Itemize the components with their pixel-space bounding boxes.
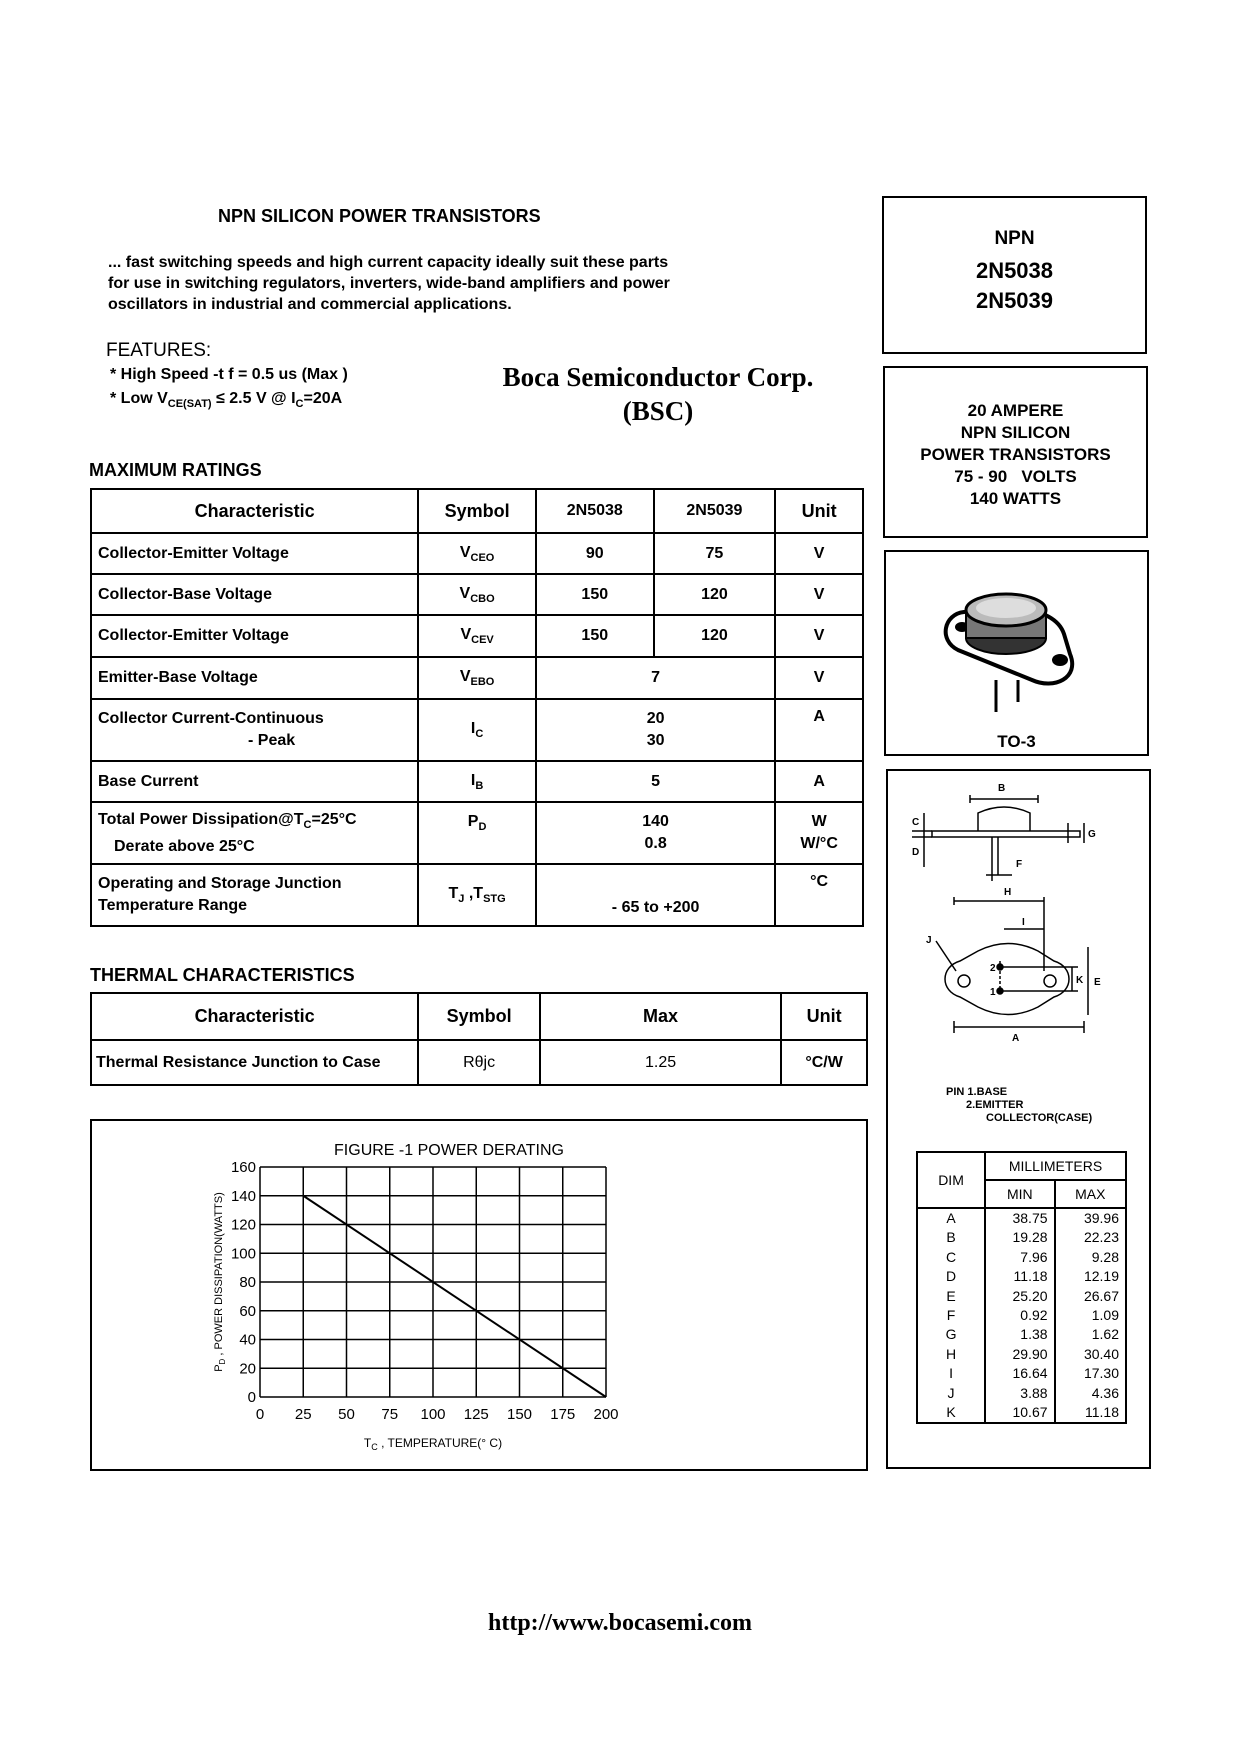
x-tick-label: 200 (593, 1406, 619, 1423)
top-view (936, 897, 1088, 1033)
dim-max-value: 1.62 (1091, 1326, 1119, 1343)
symbol-cell: Rθjc (418, 1040, 540, 1085)
table-row (91, 657, 863, 699)
company-line: (BSC) (622, 396, 694, 426)
characteristic-cell: Collector-Emitter Voltage (91, 533, 418, 574)
dim-dim-value: G (945, 1326, 957, 1343)
dim-min-value: 1.38 (1020, 1326, 1048, 1343)
x-tick-label: 50 (338, 1406, 355, 1423)
description-line: 20 AMPERE (967, 401, 1064, 420)
col-dim: DIM (917, 1152, 985, 1208)
dim-max-value: 22.23 (1083, 1229, 1119, 1246)
dim-label-j: J (926, 935, 932, 946)
col-max: Max (540, 993, 781, 1040)
dim-dim-value: H (945, 1345, 957, 1362)
dim-max-value: 17.30 (1083, 1365, 1119, 1382)
x-tick-label: 175 (550, 1406, 576, 1423)
features-heading: FEATURES: (106, 340, 212, 361)
y-tick-label: 140 (230, 1187, 256, 1205)
description-box (883, 366, 1148, 538)
unit-cell: °C (775, 864, 863, 926)
derating-line (303, 1196, 606, 1397)
dim-min-values (985, 1208, 1054, 1423)
description-line: POWER TRANSISTORS (920, 445, 1111, 464)
col-2n5039: 2N5039 (654, 489, 776, 533)
unit-cell: V (775, 533, 863, 574)
table-row (91, 1040, 867, 1085)
thermal-heading: THERMAL CHARACTERISTICS (90, 965, 355, 985)
dim-min-value: 29.90 (1012, 1345, 1048, 1362)
value-cell: - 65 to +200 (536, 864, 775, 926)
dim-label-e: E (1094, 977, 1101, 988)
dim-label-f: F (1016, 859, 1023, 870)
y-tick-label: 40 (239, 1331, 256, 1349)
characteristic-cell: Thermal Resistance Junction to Case (91, 1040, 418, 1085)
unit-cell: A (775, 699, 863, 761)
dim-label-h: H (1004, 887, 1012, 898)
footer-url[interactable]: http://www.bocasemi.com (488, 1610, 752, 1636)
power-derating-chart (92, 1121, 866, 1469)
dim-label-b: B (998, 783, 1006, 794)
unit-cell: W W/°C (775, 802, 863, 864)
company-name (458, 360, 858, 428)
col-millimeters: MILLIMETERS (985, 1152, 1126, 1180)
table-row (91, 864, 863, 926)
characteristic-cell: Emitter-Base Voltage (91, 657, 418, 699)
table-row (91, 761, 863, 802)
dim-min-value: 19.28 (1012, 1229, 1048, 1246)
outline-drawing (888, 771, 1149, 1071)
col-unit: Unit (775, 489, 863, 533)
value-cell: 150 (536, 574, 654, 615)
y-tick-label: 60 (239, 1302, 256, 1320)
value-cell: 1.25 (540, 1040, 781, 1085)
y-tick-label: 120 (230, 1216, 256, 1234)
symbol-cell: $V_{CEO}$ (418, 533, 536, 574)
symbol-cell: $T_J$ $,T_{STG}$ (418, 864, 536, 926)
dim-dim-value: K (946, 1404, 956, 1421)
dim-dim-value: E (946, 1287, 956, 1304)
x-tick-label: 25 (294, 1406, 312, 1423)
dim-dim-value: B (946, 1229, 956, 1246)
intro-line: for use in switching regulators, inverters, wide-band amplifiers and power (108, 275, 670, 292)
package-box (884, 550, 1149, 756)
intro-line: ... fast switching speeds and high current capacity ideally suit these parts (108, 254, 669, 271)
pin-notes (946, 1086, 1092, 1125)
to3-package-icon (886, 552, 1147, 727)
dim-max-value: 26.67 (1083, 1287, 1119, 1304)
characteristic-cell: Total Power $Dissipation@T_C=25^\circ C$ Derate above 25°C (91, 802, 418, 864)
dim-max-value: 1.09 (1091, 1307, 1119, 1324)
characteristic-cell: Operating and Storage Junction Temperature Range (91, 864, 418, 926)
table-header-row (91, 489, 863, 533)
y-tick-label: 160 (230, 1159, 256, 1176)
x-tick-label: 0 (255, 1406, 265, 1423)
unit-cell: V (775, 615, 863, 657)
description-line: NPN SILICON (960, 423, 1071, 442)
dim-max-value: 30.40 (1083, 1345, 1119, 1362)
chart-frame (90, 1119, 868, 1471)
x-tick-label: 150 (506, 1406, 533, 1423)
symbol-cell: $V_{CBO}$ (418, 574, 536, 615)
x-tick-label: 125 (463, 1406, 489, 1423)
dim-max-value: 9.28 (1091, 1248, 1119, 1265)
table-row (91, 802, 863, 864)
dim-letters (917, 1208, 985, 1423)
dim-max-value: 39.96 (1083, 1210, 1119, 1226)
feature-text: * Low V (110, 390, 168, 407)
symbol-cell: $V_{EBO}$ (418, 657, 536, 699)
col-unit: Unit (781, 993, 867, 1040)
pin-label-1: 1 (990, 987, 996, 998)
dim-max-values (1055, 1208, 1126, 1423)
part-number: 2N5039 (975, 288, 1054, 313)
characteristic-cell: Collector-Emitter Voltage (91, 615, 418, 657)
value-cell: 5 (536, 761, 775, 802)
feature-item (110, 390, 342, 410)
y-tick-label: 20 (239, 1360, 256, 1378)
table-row (91, 615, 863, 657)
intro-line: oscillators in industrial and commercial applications. (108, 296, 512, 313)
value-cell: 75 (654, 533, 776, 574)
value-cell: 7 (536, 657, 775, 699)
symbol-cell: $I_B$ (418, 761, 536, 802)
feature-text: ≤ 2.5 V @ I (211, 390, 296, 407)
dim-dim-value: J (947, 1384, 955, 1401)
unit-cell: A (775, 761, 863, 802)
dim-dim-value: D (945, 1268, 957, 1285)
y-tick-label: 80 (239, 1274, 256, 1291)
part-type: NPN (994, 228, 1035, 249)
dim-min-value: 16.64 (1012, 1365, 1048, 1382)
dim-dim-value: F (946, 1307, 956, 1324)
unit-cell: V (775, 657, 863, 699)
col-symbol: Symbol (418, 489, 536, 533)
part-number-box (882, 196, 1147, 354)
characteristic-cell: Collector-Base Voltage (91, 574, 418, 615)
table-row (91, 699, 863, 761)
value-cell: 20 30 (536, 699, 775, 761)
intro-paragraph (108, 252, 768, 315)
dim-min-value: 3.88 (1020, 1384, 1048, 1401)
company-line: Boca Semiconductor Corp. (502, 362, 814, 392)
dim-label-k: K (1076, 975, 1084, 986)
pin-note: PIN 1.BASE (946, 1086, 1008, 1098)
dim-label-g: G (1088, 829, 1096, 840)
x-tick-label: 100 (420, 1406, 446, 1423)
dimensions-table (916, 1151, 1127, 1424)
description-line: 75 - 90 VOLTS (954, 467, 1077, 486)
y-tick-label: 100 (230, 1245, 256, 1263)
feature-subscript: C (295, 398, 304, 410)
y-axis-label: $P_D$ , POWER DISSIPATION(WATTS) (213, 1192, 227, 1372)
table-header-row (917, 1152, 1126, 1180)
dim-dim-value: I (949, 1365, 953, 1382)
part-number: 2N5038 (975, 258, 1054, 283)
symbol-cell: $V_{CEV}$ (418, 615, 536, 657)
description-line: 140 WATTS (969, 489, 1062, 508)
dim-min-value: 7.96 (1020, 1248, 1048, 1265)
symbol-cell: $P_D$ (418, 802, 536, 864)
feature-text: =20A (303, 390, 343, 407)
col-min: MIN (985, 1180, 1054, 1208)
value-cell: 140 0.8 (536, 802, 775, 864)
dim-dim-value: C (945, 1248, 957, 1265)
pin-note: 2.EMITTER (966, 1099, 1024, 1111)
col-characteristic: Characteristic (91, 993, 418, 1040)
y-tick-label: 0 (247, 1389, 256, 1406)
dim-min-value: 0.92 (1020, 1307, 1048, 1324)
dim-dim-value: A (946, 1210, 956, 1226)
x-tick-label: 75 (381, 1406, 399, 1423)
table-row (91, 574, 863, 615)
feature-subscript: CE(SAT) (167, 398, 212, 410)
pin-note: COLLECTOR(CASE) (986, 1112, 1093, 1124)
table-header-row (91, 993, 867, 1040)
dim-label-i: I (1022, 917, 1025, 928)
dim-min-value: 10.67 (1012, 1404, 1048, 1421)
package-label: TO-3 (997, 732, 1036, 751)
dim-label-a: A (1012, 1033, 1020, 1044)
dim-label-d: D (912, 847, 920, 858)
table-row (91, 533, 863, 574)
side-view (912, 795, 1084, 881)
dim-max-value: 12.19 (1083, 1268, 1119, 1285)
unit-cell: V (775, 574, 863, 615)
x-axis-label: $T_C$ , TEMPERATURE(° C) (363, 1436, 503, 1452)
dim-max-value: 11.18 (1085, 1404, 1119, 1421)
value-cell: 120 (654, 574, 776, 615)
col-characteristic: Characteristic (91, 489, 418, 533)
col-symbol: Symbol (418, 993, 540, 1040)
max-ratings-heading: MAXIMUM RATINGS (89, 460, 262, 480)
symbol-cell: $I_C$ (418, 699, 536, 761)
dim-min-value: 25.20 (1012, 1287, 1048, 1304)
max-ratings-table (90, 488, 864, 927)
col-2n5038: 2N5038 (536, 489, 654, 533)
pin-label-2: 2 (990, 963, 996, 974)
chart-title: FIGURE -1 POWER DERATING (334, 1142, 564, 1159)
table-row (917, 1208, 1126, 1423)
thermal-table (90, 992, 868, 1086)
characteristic-cell: Collector Current-Continuous - Peak (91, 699, 418, 761)
dim-max-value: 4.36 (1091, 1384, 1119, 1401)
unit-cell: °C/W (781, 1040, 867, 1085)
characteristic-cell: Base Current (91, 761, 418, 802)
dim-min-value: 11.18 (1013, 1268, 1048, 1285)
col-max: MAX (1055, 1180, 1126, 1208)
value-cell: 150 (536, 615, 654, 657)
document-title: NPN SILICON POWER TRANSISTORS (218, 206, 541, 226)
dim-label-c: C (912, 817, 920, 828)
feature-item: * High Speed -t f = 0.5 us (Max ) (110, 366, 348, 383)
value-cell: 90 (536, 533, 654, 574)
value-cell: 120 (654, 615, 776, 657)
dim-min-value: 38.75 (1012, 1210, 1048, 1226)
